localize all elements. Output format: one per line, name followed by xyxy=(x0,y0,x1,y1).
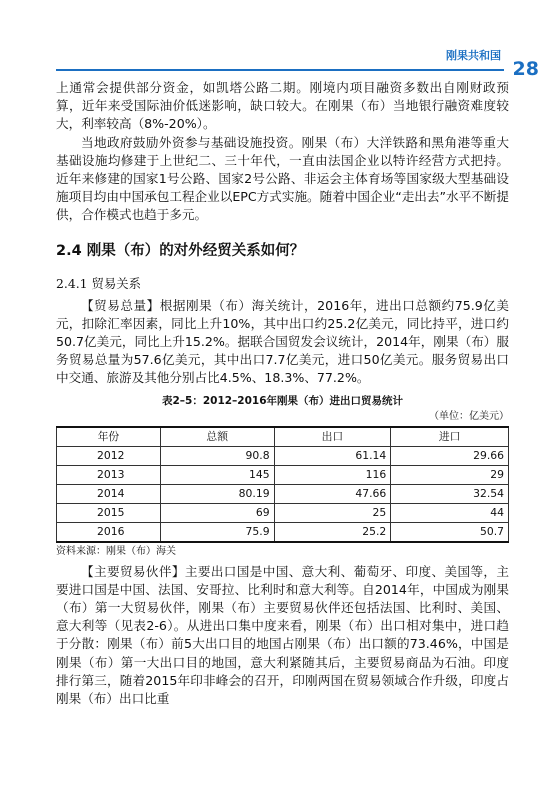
header-rule xyxy=(56,69,504,71)
cell-year: 2016 xyxy=(57,522,161,542)
table-row xyxy=(57,484,509,503)
paragraph-trade-partners: 【主要贸易伙伴】主要出口国是中国、意大利、葡萄牙、印度、美国等，主要进口国是中国、法国、安哥拉、比利时和意大利等。自2014年，中国成为刚果（布）第一大贸易伙伴，刚果（布）主要贸易伙伴还包括法国、比利时、美国、意大利等（见表2-6）。从进出口集中度来看，刚果（布）出口相对集中，进口趋于分散：刚果（布）前5大出口目的地国占刚果（布）出口额的73.46%，中国是刚果（布）第一大出口目的地国，意大利紧随其后，主要贸易商品为石油。印度排行第三，随着2015年印非峰会的召开，印刚两国在贸易领域合作升级，印度占刚果（布）出口比重 xyxy=(56,563,509,707)
cell-year: 2012 xyxy=(57,446,161,465)
subsection-heading: 2.4.1 贸易关系 xyxy=(56,275,142,291)
col-header-total: 总额 xyxy=(160,427,274,447)
col-header-export: 出口 xyxy=(274,427,391,447)
table-row xyxy=(57,446,509,465)
cell-import: 50.7 xyxy=(391,522,509,542)
cell-import: 29.66 xyxy=(391,446,509,465)
table-row xyxy=(57,465,509,484)
paragraph-infrastructure: 当地政府鼓励外资参与基础设施投资。刚果（布）大洋铁路和黑角港等重大基础设施均修建于上世纪二、三十年代，一直由法国企业以特许经营方式把持。近年来修建的国家1号公路、国家2号公路、非运会主体育场等国家级大型基础设施项目均由中国承包工程企业以EPC方式实施。随着中国企业“走出去”水平不断提供，合作模式也趋于多元。 xyxy=(56,134,509,223)
cell-year: 2015 xyxy=(57,503,161,522)
page-number: 28 xyxy=(512,58,539,80)
col-header-import: 进口 xyxy=(391,427,509,447)
table-row xyxy=(57,503,509,522)
cell-export: 25 xyxy=(274,503,391,522)
cell-export: 61.14 xyxy=(274,446,391,465)
cell-year: 2014 xyxy=(57,484,161,503)
table-source: 资料来源：刚果（布）海关 xyxy=(56,545,176,557)
page-content xyxy=(56,79,509,708)
cell-import: 32.54 xyxy=(391,484,509,503)
cell-export: 25.2 xyxy=(274,522,391,542)
cell-import: 29 xyxy=(391,465,509,484)
paragraph-trade-total: 【贸易总量】根据刚果（布）海关统计，2016年，进出口总额约75.9亿美元，扣除汇率因素，同比上升10%，其中出口约25.2亿美元，同比持平，进口约50.7亿美元，同比上升15.2%。据联合国贸发会议统计，2014年，刚果（布）服务贸易总量为57.6亿美元，其中出口7.7亿美元，进口50亿美元。服务贸易出口中交通、旅游及其他分别占比4.5%、18.3%、77.2%。 xyxy=(56,297,509,386)
cell-import: 44 xyxy=(391,503,509,522)
table-caption: 表2–5：2012–2016年刚果（布）进出口贸易统计 xyxy=(161,394,404,407)
top-margin xyxy=(0,0,559,45)
trade-statistics-table xyxy=(56,426,509,543)
table-header-row xyxy=(57,427,509,447)
running-header-country: 刚果共和国 xyxy=(446,49,501,62)
paragraph-financing: 上通常会提供部分资金，如凯塔公路二期。刚境内项目融资多数出自刚财政预算，近年来受国际油价低迷影响，缺口较大。在刚果（布）当地银行融资难度较大，利率较高（8%-20%）。 xyxy=(56,80,509,132)
section-heading: 2.4 刚果（布）的对外经贸关系如何？ xyxy=(56,242,305,259)
cell-year: 2013 xyxy=(57,465,161,484)
col-header-year: 年份 xyxy=(57,427,161,447)
table-row xyxy=(57,522,509,542)
cell-total: 145 xyxy=(160,465,274,484)
cell-export: 116 xyxy=(274,465,391,484)
cell-total: 90.8 xyxy=(160,446,274,465)
table-unit: （单位：亿美元） xyxy=(429,410,509,422)
cell-export: 47.66 xyxy=(274,484,391,503)
cell-total: 75.9 xyxy=(160,522,274,542)
cell-total: 80.19 xyxy=(160,484,274,503)
cell-total: 69 xyxy=(160,503,274,522)
